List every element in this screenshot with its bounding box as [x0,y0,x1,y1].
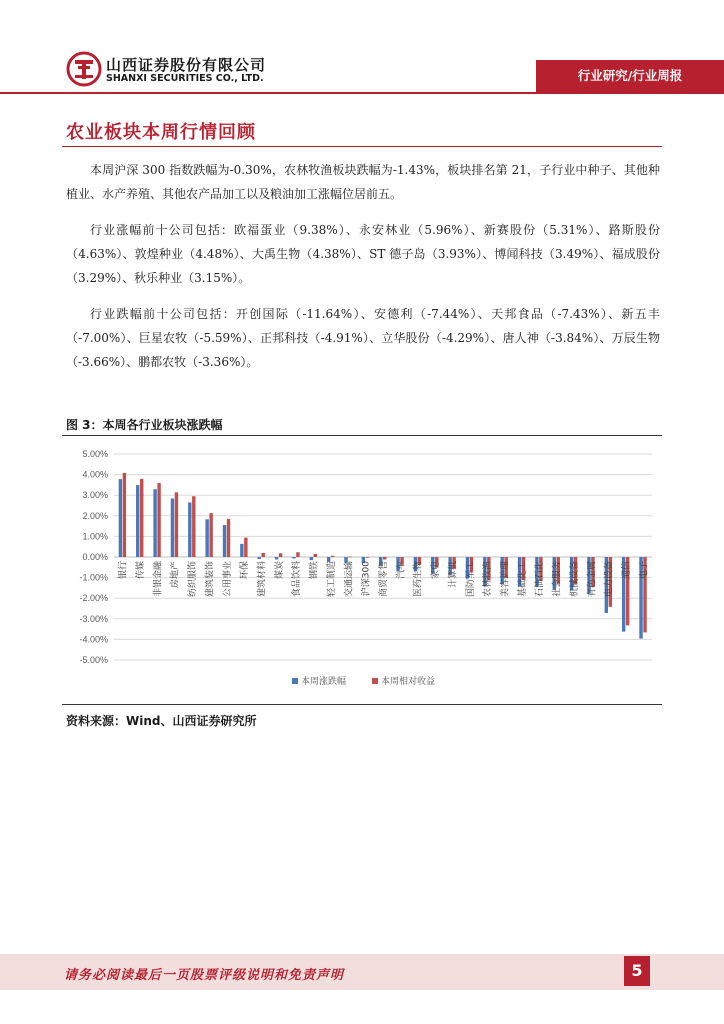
bar-weekly-change [310,557,313,560]
bar-weekly-change [171,498,174,557]
x-category-label: 有色金属 [587,561,598,598]
page-number: 5 [624,956,650,986]
legend-swatch [372,678,378,684]
x-category-label: 食品饮料 [292,561,303,598]
bar-relative-return [123,473,126,557]
x-category-label: 计算机 [448,561,459,589]
company-name-cn: 山西证券股份有限公司 [106,56,267,74]
bar-weekly-change [240,544,243,557]
y-tick-label: -2.00% [79,593,108,604]
legend-swatch [292,678,298,684]
x-category-label: 电力设备 [604,561,615,598]
bar-weekly-change [205,519,208,557]
x-category-label: 电子 [639,561,650,580]
x-category-label: 汽车 [396,561,407,580]
report-category-tag: 行业研究/行业周报 [536,60,724,92]
x-category-label: 机械设备 [569,561,580,598]
header-divider [0,92,724,94]
company-logo-icon [66,51,102,87]
x-category-label: 社会服务 [552,561,563,598]
footer-disclaimer[interactable]: 请务必阅读最后一页股票评级说明和免责声明 [64,968,345,983]
x-category-label: 美容护理 [500,561,511,598]
y-tick-label: 0.00% [82,552,108,562]
x-category-label: 纺织服饰 [188,561,199,598]
bar-relative-return [366,557,369,558]
x-category-label: 家电 [431,561,442,580]
x-category-label: 钢铁 [309,561,320,580]
bar-relative-return [331,556,334,557]
bar-relative-return [140,479,143,557]
bar-relative-return [157,483,160,557]
bar-weekly-change [153,489,156,557]
company-name-en: SHANXI SECURITIES CO., LTD. [106,73,264,84]
y-tick-label: -1.00% [79,572,108,583]
y-tick-label: -5.00% [79,655,108,665]
figure-source: 资料来源：Wind、山西证券研究所 [66,714,257,728]
figure-top-rule [62,435,662,436]
bar-weekly-change [136,485,139,557]
y-tick-label: 2.00% [82,510,108,521]
bar-relative-return [314,554,317,557]
y-tick-label: -3.00% [79,613,108,624]
section-title: 农业板块本周行情回顾 [66,122,256,143]
x-category-label: 国防军工 [465,561,476,598]
y-tick-label: 3.00% [82,490,108,501]
x-category-label: 基础化工 [517,561,528,598]
x-category-label: 煤炭 [274,561,285,580]
x-category-label: 农林牧渔 [483,561,494,598]
y-tick-label: -4.00% [79,634,108,645]
legend-label: 本周涨跌幅 [301,677,347,687]
bar-weekly-change [258,557,261,559]
x-category-label: 非银金融 [153,561,164,598]
paragraph-summary: 本周沪深 300 指数跌幅为-0.30%，农林牧渔板块跌幅为-1.43%，板块排名第 21，子行业中种子、其他种植业、水产养殖、其他农产品加工以及粮油加工涨幅位居前五。 [66,163,660,201]
x-category-label: 通信 [621,561,632,580]
bar-relative-return [383,557,386,559]
x-category-label: 建筑材料 [257,561,268,598]
bar-relative-return [192,496,195,557]
x-category-label: 石油石化 [535,561,546,598]
bar-relative-return [244,538,247,557]
bar-relative-return [209,513,212,557]
y-tick-label: 1.00% [82,531,108,542]
x-category-label: 建筑装饰 [205,561,216,598]
x-category-label: 轻工制造 [326,561,337,598]
x-category-label: 商贸零售 [379,561,389,598]
page-header [0,0,724,100]
bar-relative-return [296,552,299,557]
y-tick-label: 5.00% [82,449,108,459]
x-category-label: 医药生物 [413,561,424,598]
bar-relative-return [279,553,282,557]
figure-bottom-rule [62,704,662,705]
bar-relative-return [348,557,351,558]
paragraph-top-losers: 行业跌幅前十公司包括：开创国际（-11.64%）、安德利（-7.44%）、天邦食品（-7.43%）、新五丰（-7.00%）、巨星农牧（-5.59%）、正邦科技（-4.91%）、立华股份（-4.29%）、唐人神（-3.84%）、万辰生物（-3.66%）、鹏都农牧（-3.36%）。 [66,307,660,369]
x-category-label: 银行 [118,561,129,580]
bar-relative-return [262,553,265,557]
y-tick-label: 4.00% [82,469,108,480]
sector-change-bar-chart [62,440,662,702]
figure-title: 图 3：本周各行业板块涨跌幅 [66,418,223,432]
x-category-label: 传媒 [136,561,147,580]
bar-relative-return [175,492,178,557]
x-category-label: 交通运输 [344,561,355,598]
bar-relative-return [227,519,230,557]
legend-label: 本周相对收益 [381,677,436,687]
bar-weekly-change [292,557,295,558]
x-category-label: 沪深300 [361,561,372,597]
x-category-label: 公用事业 [222,561,233,598]
bar-weekly-change [223,525,226,557]
x-category-label: 环保 [240,561,251,580]
bar-weekly-change [188,502,191,557]
x-category-label: 房地产 [170,561,181,589]
bar-weekly-change [275,557,278,559]
bar-weekly-change [119,479,122,557]
section-title-rule [62,146,662,147]
paragraph-top-gainers: 行业涨幅前十公司包括：欧福蛋业（9.38%）、永安林业（5.96%）、新赛股份（5.31%）、路斯股份（4.63%）、敦煌种业（4.48%）、大禹生物（4.38%）、ST 德子岛（3.93%）、博闻科技（3.49%）、福成股份（3.29%）、秋乐种业（3.15%）。 [66,223,660,285]
